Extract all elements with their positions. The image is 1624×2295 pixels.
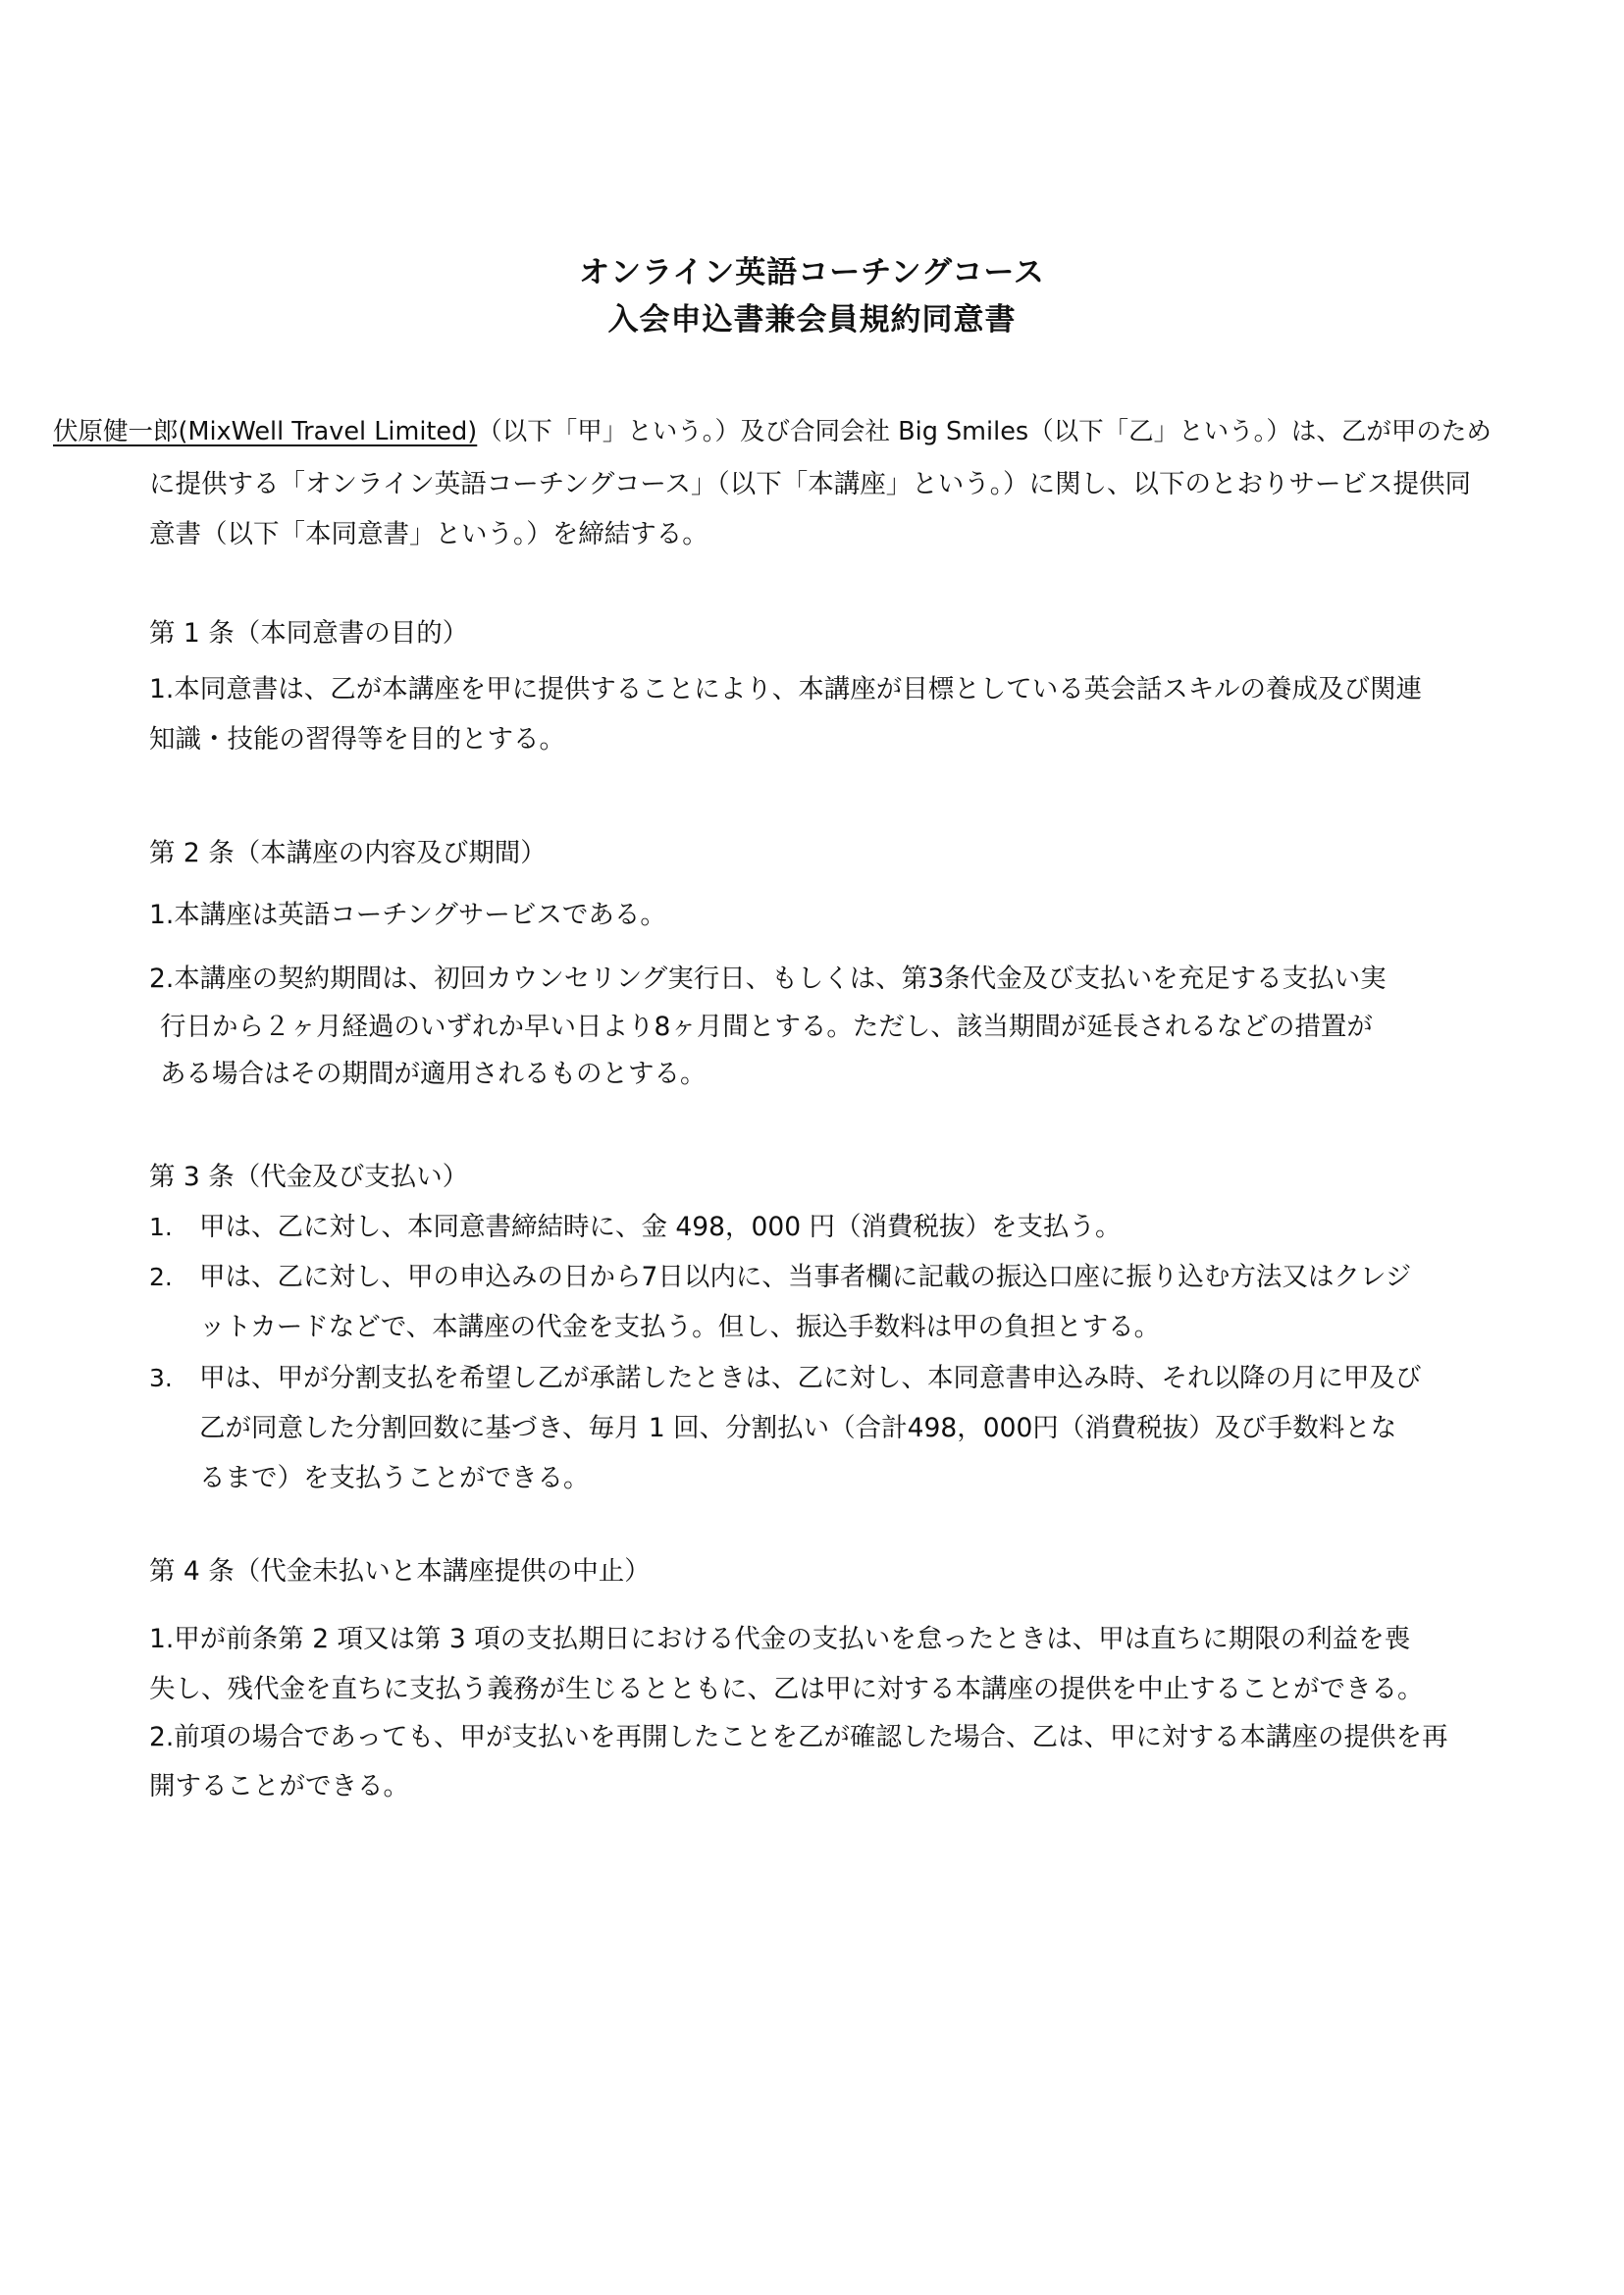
article-4-para-1-line-2: 失し、残代金を直ちに支払う義務が生じるとともに、乙は甲に対する本講座の提供を中止することができる。 [149,1674,1424,1704]
article-4-para-2-line-1: 2.前項の場合であっても、甲が支払いを再開したことを乙が確認した場合、乙は、甲に対する本講座の提供を再 [149,1722,1448,1752]
article-1-para-1-line-1: 1.本同意書は、乙が本講座を甲に提供することにより、本講座が目標としている英会話スキルの養成及び関連 [149,674,1423,704]
document-title-line1: オンライン英語コーチングコース [579,255,1045,290]
intro-line-3: 意書（以下「本同意書」という。）を締結する。 [149,519,708,549]
article-2-para-2-line-1: 2.本講座の契約期間は、初回カウンセリング実行日、もしくは、第3条代金及び支払いを充足する支払い実 [149,964,1387,994]
article-4-heading: 第 4 条（代金未払いと本講座提供の中止） [149,1556,651,1587]
article-2-para-2-line-3: ある場合はその期間が適用されるものとする。 [160,1059,707,1089]
article-3-item-3-line-2: 乙が同意した分割回数に基づき、毎月 1 回、分割払い（合計498，000円（消費税抜）及び手数料とな [199,1413,1397,1443]
article-4-para-1-line-1: 1.甲が前条第 2 項又は第 3 項の支払期日における代金の支払いを怠ったときは、甲は直ちに期限の利益を喪 [149,1624,1411,1654]
article-1-heading: 第 1 条（本同意書の目的） [149,618,469,649]
article-3-item-2-line-1: 甲は、乙に対し、甲の申込みの日から7日以内に、当事者欄に記載の振込口座に振り込む方法又はクレジ [199,1262,1412,1292]
article-1-para-1-line-2: 知識・技能の習得等を目的とする。 [149,724,565,755]
intro-line-2: に提供する「オンライン英語コーチングコース」（以下「本講座」という。）に関し、以下のとおりサービス提供同 [149,469,1471,499]
article-3-item-3-line-1: 甲は、甲が分割支払を希望し乙が承諾したときは、乙に対し、本同意書申込み時、それ以降の月に甲及び [199,1363,1422,1393]
article-3-item-1-number: 1. [149,1213,173,1241]
party-name: 伏原健一郎(MixWell Travel Limited) [53,417,478,446]
article-2-para-1-line-1: 1.本講座は英語コーチングサービスである。 [149,900,666,930]
article-3-item-2-number: 2. [149,1263,173,1291]
intro-line-1 [53,417,1492,446]
article-4-para-2-line-2: 開することができる。 [149,1771,409,1801]
article-3-item-3-line-3: るまで）を支払うことができる。 [199,1463,590,1493]
intro-line-1-rest: （以下「甲」という。）及び合同会社 Big Smiles（以下「乙」という。）は、乙が甲のため [477,417,1492,446]
article-3-item-1-line-1: 甲は、乙に対し、本同意書締結時に、金 498，000 円（消費税抜）を支払う。 [199,1212,1122,1242]
article-3-item-2-line-2: ットカードなどで、本講座の代金を支払う。但し、振込手数料は甲の負担とする。 [199,1312,1161,1342]
article-3-heading: 第 3 条（代金及び支払い） [149,1162,469,1192]
document-title-line2: 入会申込書兼会員規約同意書 [607,302,1017,338]
article-2-heading: 第 2 条（本講座の内容及び期間） [149,838,547,868]
article-2-para-2-line-2: 行日から２ヶ月経過のいずれか早い日より8ヶ月間とする。ただし、該当期間が延長されるなどの措置が [160,1012,1373,1042]
article-3-item-3-number: 3. [149,1364,173,1392]
